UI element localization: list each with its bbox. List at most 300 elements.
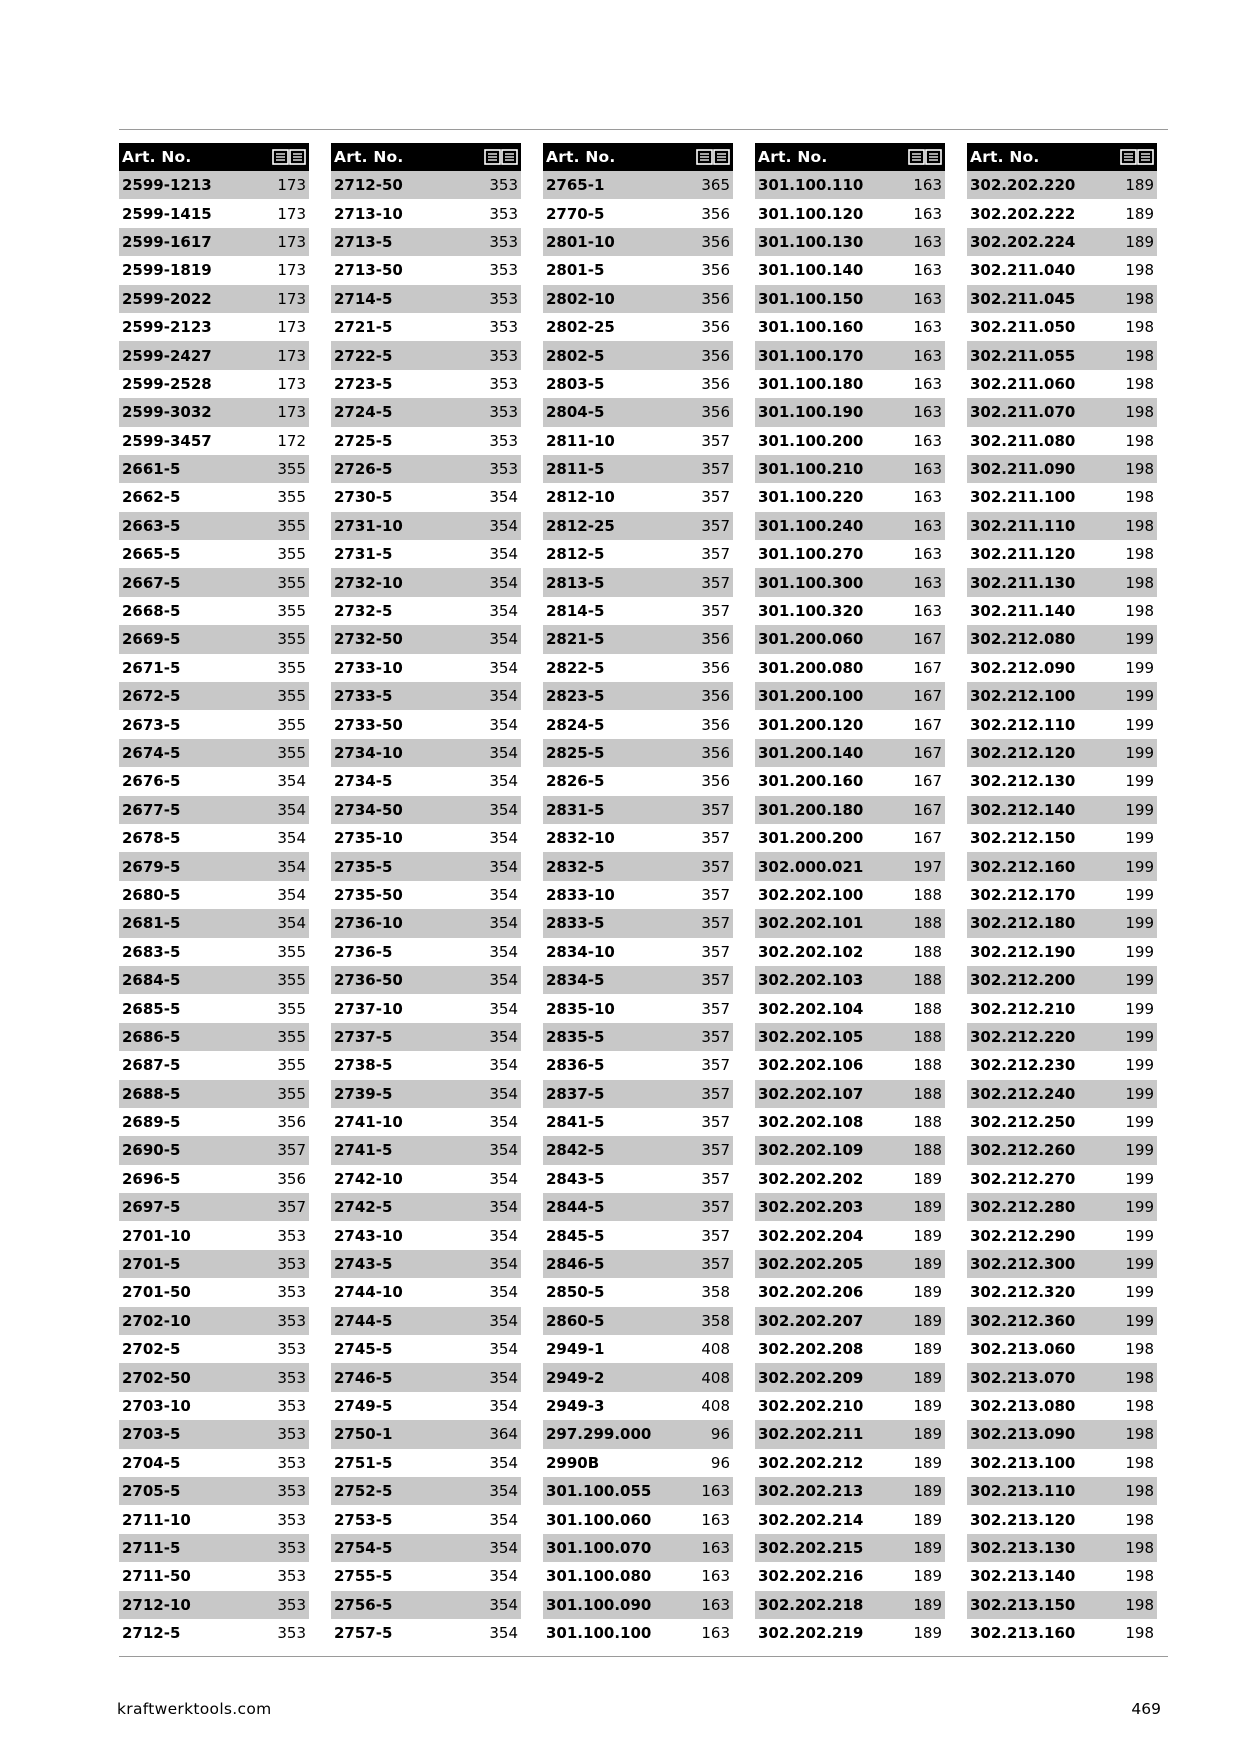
table-row: [119, 171, 309, 199]
table-row: [543, 1534, 733, 1562]
page-reference: 357: [277, 1198, 306, 1217]
article-number: 301.200.100: [758, 687, 864, 706]
page-reference: 355: [277, 744, 306, 762]
page-reference: 354: [277, 914, 306, 933]
table-row: [119, 1023, 309, 1051]
table-row: [543, 597, 733, 625]
table-row: [967, 171, 1157, 199]
article-number: 302.202.210: [758, 1396, 864, 1415]
table-row: [543, 313, 733, 341]
page-reference: 354: [277, 772, 306, 791]
page-reference: 354: [489, 1113, 518, 1132]
article-number: 2749-5: [334, 1396, 393, 1415]
table-row: [331, 796, 521, 824]
table-row: [331, 852, 521, 880]
table-row: [755, 512, 945, 540]
article-number: 2803-5: [546, 374, 605, 393]
table-row: [331, 1165, 521, 1193]
page-reference: 356: [701, 744, 730, 762]
art-no-header: Art. No.: [334, 148, 404, 166]
page-reference: 188: [913, 914, 942, 933]
page-reference: 198: [1125, 374, 1154, 393]
article-number: 302.212.240: [970, 1084, 1076, 1103]
article-number: 2688-5: [122, 1084, 181, 1103]
page-reference: 167: [913, 658, 942, 677]
table-row: [543, 1136, 733, 1164]
table-row: [755, 1023, 945, 1051]
article-number: 2949-1: [546, 1340, 605, 1359]
article-number: 2741-5: [334, 1141, 393, 1160]
table-row: [967, 1477, 1157, 1505]
table-row: [331, 739, 521, 767]
table-row: [967, 1023, 1157, 1051]
article-number: 302.211.140: [970, 602, 1076, 621]
article-number: 2711-10: [122, 1510, 191, 1529]
table-row: [119, 1392, 309, 1420]
index-table-5: [967, 143, 1157, 1647]
table-row: [755, 1477, 945, 1505]
table-row: [119, 370, 309, 398]
page-reference: 354: [489, 573, 518, 592]
page-reference: 198: [1125, 431, 1154, 450]
table-row: [543, 710, 733, 738]
table-row: [967, 881, 1157, 909]
page-reference: 356: [701, 374, 730, 393]
table-row: [755, 1221, 945, 1249]
page-reference: 198: [1125, 545, 1154, 564]
article-number: 2746-5: [334, 1368, 393, 1387]
table-row: [119, 994, 309, 1022]
page-reference: 354: [489, 516, 518, 535]
art-no-header: Art. No.: [546, 148, 616, 166]
page-reference: 357: [701, 545, 730, 564]
article-number: 301.100.090: [546, 1595, 652, 1614]
table-row: [119, 1051, 309, 1079]
page-reference: 198: [1125, 488, 1154, 507]
page-reference: 354: [489, 914, 518, 933]
table-row: [331, 398, 521, 426]
article-number: 301.200.120: [758, 715, 864, 734]
article-number: 302.212.220: [970, 1027, 1076, 1046]
article-number: 301.100.070: [546, 1538, 652, 1557]
table-row: [543, 1307, 733, 1335]
page-reference: 198: [1125, 403, 1154, 422]
table-row: [543, 1562, 733, 1590]
article-number: 2834-5: [546, 971, 605, 990]
article-number: 2845-5: [546, 1226, 605, 1245]
table-row: [543, 1193, 733, 1221]
page-reference: 355: [277, 1027, 306, 1046]
article-number: 2735-50: [334, 885, 403, 904]
article-number: 2835-5: [546, 1027, 605, 1046]
article-number: 2842-5: [546, 1141, 605, 1160]
article-number: 2734-50: [334, 800, 403, 819]
page-reference: 358: [701, 1311, 730, 1330]
article-number: 302.202.212: [758, 1453, 864, 1472]
table-row: [543, 852, 733, 880]
table-row: [755, 313, 945, 341]
table-row: [755, 625, 945, 653]
table-row: [967, 1108, 1157, 1136]
table-row: [543, 370, 733, 398]
page-reference: 199: [1125, 1084, 1154, 1103]
page-reference: 356: [701, 403, 730, 422]
article-number: 302.211.055: [970, 346, 1076, 365]
page-reference: 353: [277, 1453, 306, 1472]
page-reference: 355: [277, 687, 306, 706]
article-number: 2736-10: [334, 914, 403, 933]
page-reference: 354: [489, 1084, 518, 1103]
table-row: [967, 512, 1157, 540]
article-number: 301.100.140: [758, 261, 864, 280]
page-reference: 354: [489, 687, 518, 706]
page-reference: 354: [489, 488, 518, 507]
article-number: 302.211.045: [970, 289, 1076, 308]
page-reference: 163: [913, 204, 942, 223]
table-row: [755, 171, 945, 199]
page-reference: 353: [489, 431, 518, 450]
page-reference: 199: [1125, 715, 1154, 734]
table-row: [755, 1449, 945, 1477]
page-reference: 189: [913, 1510, 942, 1529]
article-number: 301.100.180: [758, 374, 864, 393]
article-number: 2743-5: [334, 1255, 393, 1274]
table-row: [331, 654, 521, 682]
article-number: 302.212.300: [970, 1255, 1076, 1274]
article-number: 2683-5: [122, 942, 181, 961]
table-row: [119, 427, 309, 455]
page-reference: 199: [1125, 772, 1154, 791]
table-row: [967, 285, 1157, 313]
page-reference: 354: [489, 1226, 518, 1245]
table-row: [119, 568, 309, 596]
article-number: 302.211.070: [970, 403, 1076, 422]
table-row: [543, 1051, 733, 1079]
article-number: 2671-5: [122, 658, 181, 677]
article-number: 2850-5: [546, 1283, 605, 1302]
table-row: [543, 654, 733, 682]
table-row: [755, 938, 945, 966]
article-number: 2770-5: [546, 204, 605, 223]
table-row: [755, 1165, 945, 1193]
page-reference: 198: [1125, 573, 1154, 592]
page-reference: 355: [277, 942, 306, 961]
table-row: [755, 540, 945, 568]
table-row: [755, 341, 945, 369]
article-number: 2733-50: [334, 715, 403, 734]
table-row: [967, 228, 1157, 256]
table-row: [755, 682, 945, 710]
article-number: 302.211.090: [970, 460, 1076, 479]
article-number: 302.211.130: [970, 573, 1076, 592]
table-row: [331, 285, 521, 313]
article-number: 2733-10: [334, 658, 403, 677]
article-number: 2599-2528: [122, 374, 212, 393]
article-number: 302.202.101: [758, 914, 864, 933]
page-reference: 197: [913, 857, 942, 876]
table-header: [331, 143, 521, 171]
table-row: [543, 1250, 733, 1278]
article-number: 302.212.080: [970, 630, 1076, 649]
page-reference: 355: [277, 1056, 306, 1075]
table-row: [331, 540, 521, 568]
table-row: [967, 710, 1157, 738]
page-reference: 188: [913, 1056, 942, 1075]
article-number: 302.202.215: [758, 1538, 864, 1557]
table-row: [119, 455, 309, 483]
table-row: [331, 455, 521, 483]
table-row: [543, 1449, 733, 1477]
page-reference: 189: [913, 1311, 942, 1330]
article-number: 2732-10: [334, 573, 403, 592]
page-reference: 189: [1125, 176, 1154, 195]
page-reference: 357: [701, 602, 730, 621]
page-reference: 355: [277, 630, 306, 649]
page-reference: 355: [277, 516, 306, 535]
page-reference: 356: [701, 346, 730, 365]
book-icon: [1120, 149, 1154, 165]
page-reference: 163: [701, 1595, 730, 1614]
table-row: [543, 1505, 733, 1533]
page-reference: 354: [489, 1368, 518, 1387]
page-reference: 353: [277, 1368, 306, 1387]
table-row: [967, 739, 1157, 767]
table-row: [543, 285, 733, 313]
page-reference: 353: [277, 1482, 306, 1501]
article-number: 2755-5: [334, 1567, 393, 1586]
table-row: [119, 1250, 309, 1278]
page-reference: 353: [489, 346, 518, 365]
table-row: [331, 1335, 521, 1363]
article-number: 301.100.060: [546, 1510, 652, 1529]
article-number: 2684-5: [122, 971, 181, 990]
page-reference: 167: [913, 800, 942, 819]
table-row: [755, 228, 945, 256]
table-row: [967, 256, 1157, 284]
article-number: 301.100.055: [546, 1482, 652, 1501]
table-row: [331, 682, 521, 710]
article-number: 301.200.060: [758, 630, 864, 649]
page-reference: 355: [277, 715, 306, 734]
article-number: 302.211.060: [970, 374, 1076, 393]
article-number: 2745-5: [334, 1340, 393, 1359]
page-reference: 353: [277, 1255, 306, 1274]
table-row: [755, 1505, 945, 1533]
table-row: [543, 1108, 733, 1136]
article-number: 2846-5: [546, 1255, 605, 1274]
article-number: 2835-10: [546, 999, 615, 1018]
page-reference: 198: [1125, 1510, 1154, 1529]
page-reference: 189: [913, 1595, 942, 1614]
table-row: [119, 1363, 309, 1391]
table-row: [755, 483, 945, 511]
table-row: [755, 1080, 945, 1108]
table-row: [331, 370, 521, 398]
table-row: [755, 1534, 945, 1562]
article-number: 2738-5: [334, 1056, 393, 1075]
page-reference: 198: [1125, 460, 1154, 479]
page-reference: 163: [701, 1567, 730, 1586]
page-reference: 356: [701, 261, 730, 280]
page-reference: 189: [1125, 232, 1154, 251]
article-number: 301.100.150: [758, 289, 864, 308]
table-row: [331, 1477, 521, 1505]
table-row: [543, 427, 733, 455]
table-row: [967, 1591, 1157, 1619]
article-number: 2678-5: [122, 829, 181, 848]
table-row: [119, 1619, 309, 1647]
page-reference: 357: [701, 857, 730, 876]
table-row: [119, 483, 309, 511]
page-reference: 354: [489, 1311, 518, 1330]
page-reference: 353: [489, 261, 518, 280]
table-row: [119, 966, 309, 994]
page-reference: 354: [489, 1198, 518, 1217]
footer-website[interactable]: kraftwerktools.com: [117, 1700, 272, 1718]
table-row: [119, 512, 309, 540]
table-row: [967, 938, 1157, 966]
table-row: [967, 199, 1157, 227]
table-row: [119, 1307, 309, 1335]
table-row: [967, 682, 1157, 710]
table-row: [755, 370, 945, 398]
page-reference: 355: [277, 1084, 306, 1103]
page-reference: 189: [1125, 204, 1154, 223]
article-number: 302.202.214: [758, 1510, 864, 1529]
article-number: 2702-50: [122, 1368, 191, 1387]
article-number: 2949-3: [546, 1396, 605, 1415]
table-row: [967, 1250, 1157, 1278]
article-number: 302.202.224: [970, 232, 1076, 251]
page-reference: 199: [1125, 885, 1154, 904]
article-number: 301.100.190: [758, 403, 864, 422]
page-reference: 354: [277, 800, 306, 819]
page-reference: 408: [701, 1396, 730, 1415]
article-number: 302.202.202: [758, 1169, 864, 1188]
art-no-header: Art. No.: [970, 148, 1040, 166]
article-number: 2714-5: [334, 289, 393, 308]
page-reference: 173: [277, 176, 306, 195]
table-header: [119, 143, 309, 171]
page-reference: 198: [1125, 346, 1154, 365]
table-row: [755, 881, 945, 909]
page-reference: 354: [489, 772, 518, 791]
article-number: 301.100.270: [758, 545, 864, 564]
article-number: 2737-5: [334, 1027, 393, 1046]
article-number: 2734-5: [334, 772, 393, 791]
table-row: [331, 1221, 521, 1249]
page-reference: 353: [277, 1510, 306, 1529]
article-number: 2733-5: [334, 687, 393, 706]
page-reference: 355: [277, 999, 306, 1018]
article-number: 301.100.300: [758, 573, 864, 592]
page-reference: 354: [489, 1255, 518, 1274]
table-row: [119, 256, 309, 284]
table-row: [755, 1136, 945, 1164]
page-reference: 189: [913, 1425, 942, 1444]
page-reference: 163: [913, 232, 942, 251]
article-number: 302.202.218: [758, 1595, 864, 1614]
article-number: 2836-5: [546, 1056, 605, 1075]
article-number: 2732-50: [334, 630, 403, 649]
article-number: 302.202.109: [758, 1141, 864, 1160]
page-reference: 357: [701, 1056, 730, 1075]
article-number: 2731-5: [334, 545, 393, 564]
page-reference: 163: [913, 431, 942, 450]
table-row: [331, 597, 521, 625]
table-row: [331, 1307, 521, 1335]
article-number: 2725-5: [334, 431, 393, 450]
page-reference: 354: [489, 829, 518, 848]
table-row: [119, 1591, 309, 1619]
article-number: 2754-5: [334, 1538, 393, 1557]
page-reference: 356: [701, 318, 730, 337]
article-number: 2752-5: [334, 1482, 393, 1501]
article-number: 302.202.106: [758, 1056, 864, 1075]
page-reference: 199: [1125, 1169, 1154, 1188]
page-reference: 188: [913, 1027, 942, 1046]
table-row: [119, 1108, 309, 1136]
page-reference: 354: [489, 857, 518, 876]
table-row: [331, 1449, 521, 1477]
page-reference: 354: [489, 885, 518, 904]
article-number: 2844-5: [546, 1198, 605, 1217]
page-reference: 189: [913, 1169, 942, 1188]
article-number: 2821-5: [546, 630, 605, 649]
article-number: 302.213.110: [970, 1482, 1076, 1501]
table-row: [755, 427, 945, 455]
index-table-1: [119, 143, 309, 1647]
article-number: 2811-10: [546, 431, 615, 450]
table-row: [331, 313, 521, 341]
page-reference: 199: [1125, 829, 1154, 848]
table-row: [543, 739, 733, 767]
article-number: 2667-5: [122, 573, 181, 592]
page-reference: 357: [701, 1027, 730, 1046]
table-row: [755, 1250, 945, 1278]
article-number: 2599-3032: [122, 403, 212, 422]
article-number: 2736-5: [334, 942, 393, 961]
table-row: [755, 1619, 945, 1647]
article-number: 2685-5: [122, 999, 181, 1018]
page-reference: 199: [1125, 1226, 1154, 1245]
page-reference: 353: [489, 318, 518, 337]
table-row: [331, 1080, 521, 1108]
table-row: [755, 1278, 945, 1306]
table-row: [967, 1505, 1157, 1533]
article-number: 2811-5: [546, 460, 605, 479]
page-reference: 353: [489, 204, 518, 223]
article-number: 302.212.140: [970, 800, 1076, 819]
table-row: [755, 1193, 945, 1221]
table-row: [543, 1619, 733, 1647]
page-reference: 173: [277, 318, 306, 337]
article-number: 2732-5: [334, 602, 393, 621]
table-row: [331, 1108, 521, 1136]
page-reference: 354: [489, 971, 518, 990]
table-row: [967, 1534, 1157, 1562]
table-row: [967, 824, 1157, 852]
table-row: [967, 1335, 1157, 1363]
page-reference: 188: [913, 885, 942, 904]
table-row: [543, 398, 733, 426]
article-number: 2712-50: [334, 176, 403, 195]
page-reference: 189: [913, 1255, 942, 1274]
article-number: 302.202.205: [758, 1255, 864, 1274]
page-reference: 199: [1125, 1311, 1154, 1330]
article-number: 302.213.130: [970, 1538, 1076, 1557]
page-reference: 357: [701, 942, 730, 961]
